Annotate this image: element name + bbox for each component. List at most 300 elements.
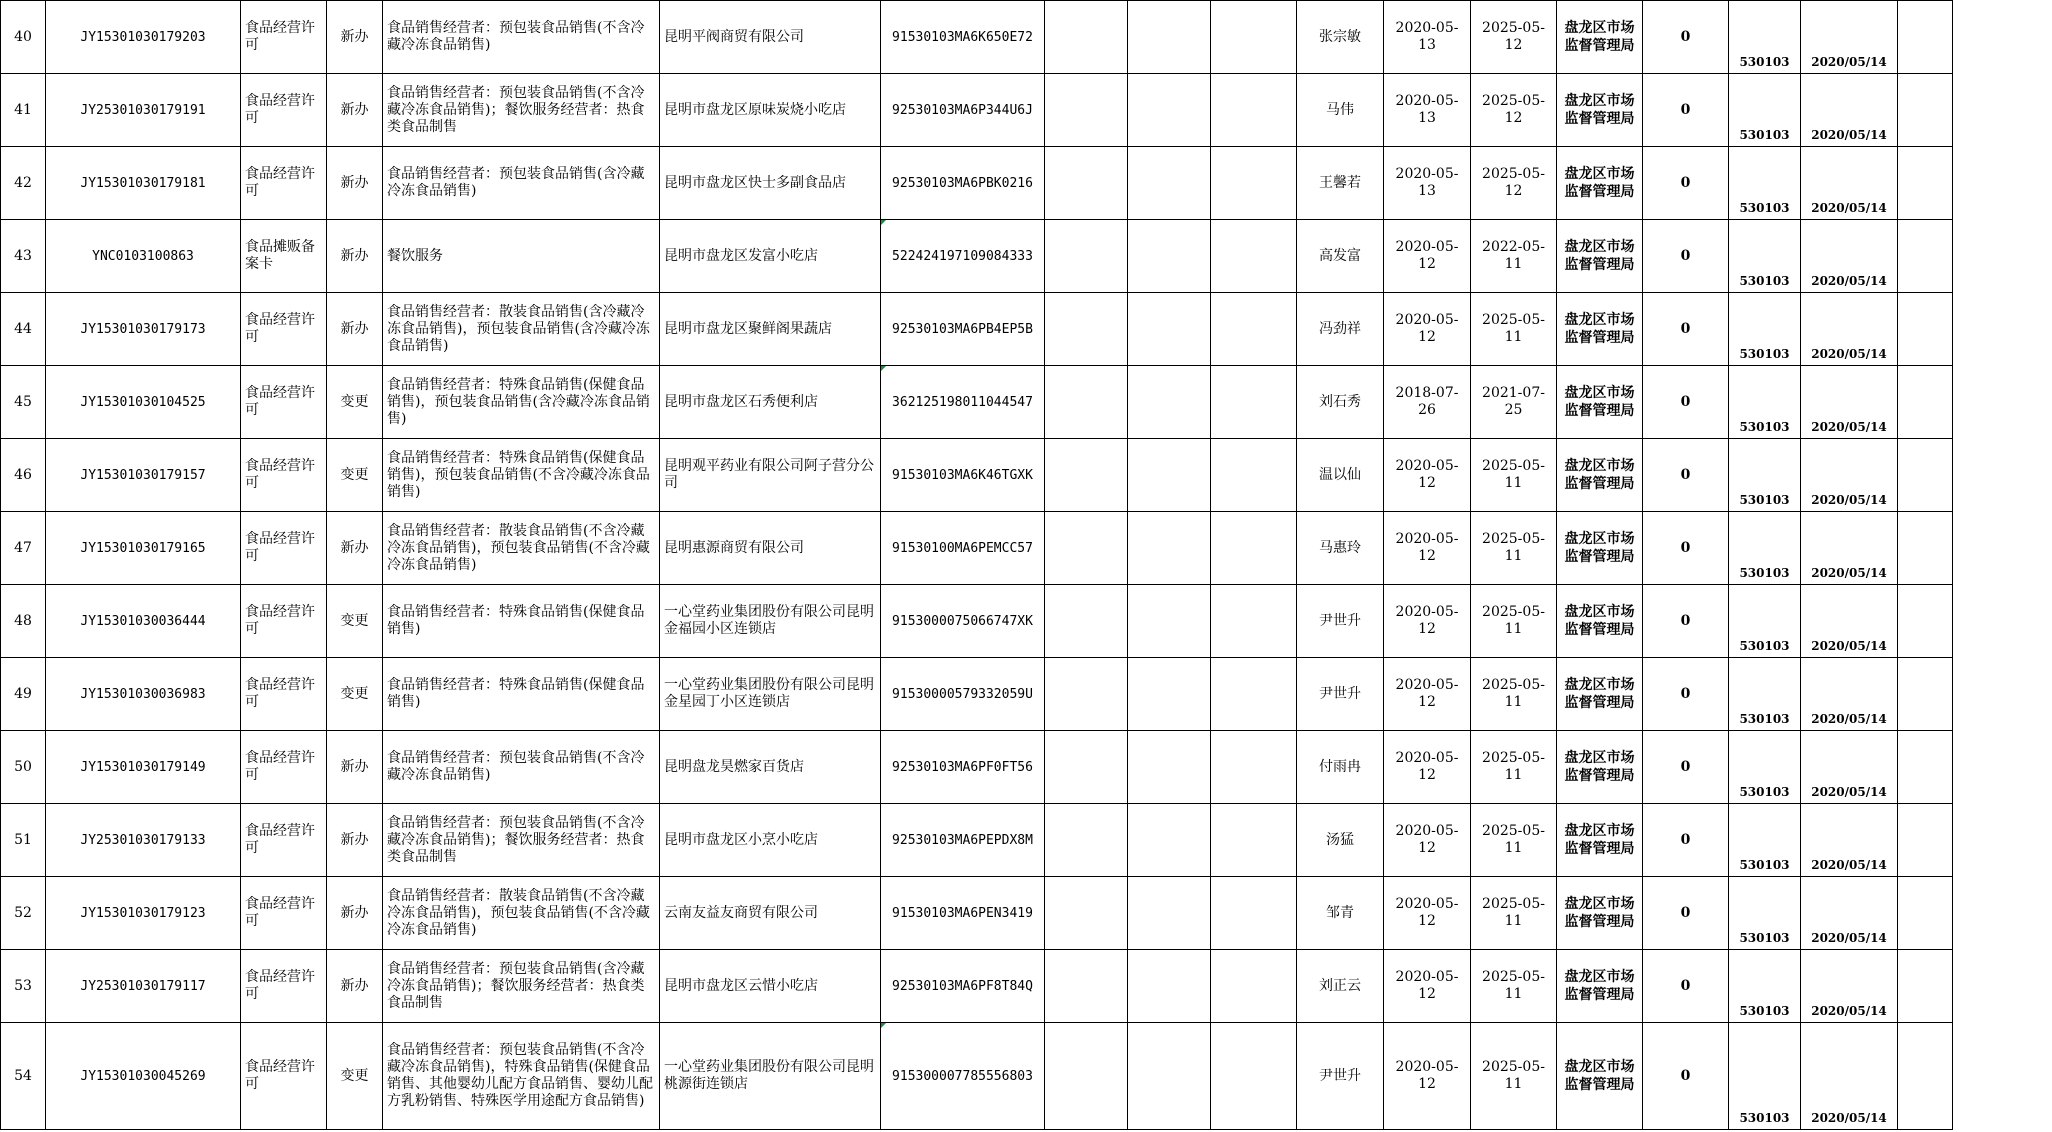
cell-seq[interactable] xyxy=(1,439,46,512)
cell-company[interactable] xyxy=(660,1,881,74)
cell-empty[interactable] xyxy=(1898,366,1953,439)
cell-seq-text: 54 xyxy=(14,1067,32,1084)
cell-empty[interactable] xyxy=(1211,585,1297,658)
cell-end-date[interactable] xyxy=(1471,220,1557,293)
cell-empty[interactable] xyxy=(1045,293,1128,366)
cell-empty[interactable] xyxy=(1211,658,1297,731)
cell-update-date[interactable] xyxy=(1801,512,1898,585)
cell-empty[interactable] xyxy=(1128,439,1211,512)
cell-authority[interactable] xyxy=(1557,877,1643,950)
cell-start-date-text: 2020-05-12 xyxy=(1395,604,1459,637)
cell-status[interactable] xyxy=(1643,950,1729,1023)
cell-license-no[interactable] xyxy=(46,147,241,220)
cell-legal-person[interactable] xyxy=(1297,293,1384,366)
cell-empty[interactable] xyxy=(1128,658,1211,731)
cell-legal-person[interactable] xyxy=(1297,1,1384,74)
cell-area-code[interactable] xyxy=(1729,220,1801,293)
cell-credit-code[interactable] xyxy=(881,366,1045,439)
cell-start-date[interactable] xyxy=(1384,658,1471,731)
cell-end-date[interactable] xyxy=(1471,731,1557,804)
cell-legal-person-text: 刘石秀 xyxy=(1319,393,1361,410)
cell-empty[interactable] xyxy=(1211,74,1297,147)
cell-license-type[interactable] xyxy=(241,877,327,950)
cell-status[interactable] xyxy=(1643,877,1729,950)
cell-company[interactable] xyxy=(660,658,881,731)
cell-license-no[interactable] xyxy=(46,512,241,585)
cell-area-code[interactable] xyxy=(1729,1023,1801,1130)
cell-credit-code[interactable] xyxy=(881,147,1045,220)
cell-start-date[interactable] xyxy=(1384,950,1471,1023)
cell-authority[interactable] xyxy=(1557,585,1643,658)
cell-area-code[interactable] xyxy=(1729,1,1801,74)
cell-update-date[interactable] xyxy=(1801,804,1898,877)
cell-end-date[interactable] xyxy=(1471,1023,1557,1130)
cell-end-date[interactable] xyxy=(1471,585,1557,658)
cell-empty[interactable] xyxy=(1211,950,1297,1023)
cell-authority[interactable] xyxy=(1557,74,1643,147)
cell-license-type[interactable] xyxy=(241,293,327,366)
cell-license-type[interactable] xyxy=(241,439,327,512)
cell-update-date[interactable] xyxy=(1801,1023,1898,1130)
cell-status[interactable] xyxy=(1643,804,1729,877)
cell-status[interactable] xyxy=(1643,220,1729,293)
cell-seq[interactable] xyxy=(1,585,46,658)
cell-status-text: 0 xyxy=(1680,393,1691,410)
cell-start-date[interactable] xyxy=(1384,804,1471,877)
cell-start-date[interactable] xyxy=(1384,877,1471,950)
cell-empty[interactable] xyxy=(1045,366,1128,439)
cell-scope[interactable] xyxy=(383,950,660,1023)
cell-empty[interactable] xyxy=(1128,950,1211,1023)
cell-empty[interactable] xyxy=(1045,1023,1128,1130)
cell-status[interactable] xyxy=(1643,74,1729,147)
cell-end-date[interactable] xyxy=(1471,1,1557,74)
cell-start-date-text: 2020-05-12 xyxy=(1395,239,1459,272)
cell-empty[interactable] xyxy=(1128,1,1211,74)
cell-status[interactable] xyxy=(1643,731,1729,804)
cell-seq[interactable] xyxy=(1,74,46,147)
cell-action[interactable] xyxy=(327,1023,383,1130)
cell-area-code[interactable] xyxy=(1729,585,1801,658)
cell-credit-code[interactable] xyxy=(881,877,1045,950)
cell-action[interactable] xyxy=(327,585,383,658)
cell-action[interactable] xyxy=(327,293,383,366)
cell-update-date[interactable] xyxy=(1801,658,1898,731)
cell-empty[interactable] xyxy=(1045,220,1128,293)
cell-empty[interactable] xyxy=(1045,74,1128,147)
cell-area-code[interactable] xyxy=(1729,147,1801,220)
cell-action[interactable] xyxy=(327,366,383,439)
cell-empty[interactable] xyxy=(1898,74,1953,147)
cell-credit-code-text: 522424197109084333 xyxy=(892,248,1033,264)
cell-empty[interactable] xyxy=(1211,877,1297,950)
cell-status-text: 0 xyxy=(1680,977,1691,994)
cell-status[interactable] xyxy=(1643,366,1729,439)
cell-start-date[interactable] xyxy=(1384,366,1471,439)
cell-license-no[interactable] xyxy=(46,731,241,804)
cell-authority[interactable] xyxy=(1557,512,1643,585)
cell-empty[interactable] xyxy=(1898,147,1953,220)
cell-update-date-text: 2020/05/14 xyxy=(1811,420,1887,434)
cell-area-code[interactable] xyxy=(1729,877,1801,950)
cell-scope[interactable] xyxy=(383,366,660,439)
cell-credit-code[interactable] xyxy=(881,220,1045,293)
cell-end-date[interactable] xyxy=(1471,439,1557,512)
cell-license-type[interactable] xyxy=(241,74,327,147)
cell-scope[interactable] xyxy=(383,658,660,731)
cell-update-date[interactable] xyxy=(1801,147,1898,220)
cell-credit-code-text: 92530103MA6P344U6J xyxy=(892,102,1033,118)
cell-update-date[interactable] xyxy=(1801,950,1898,1023)
cell-empty[interactable] xyxy=(1211,731,1297,804)
cell-license-type[interactable] xyxy=(241,220,327,293)
cell-end-date[interactable] xyxy=(1471,658,1557,731)
cell-update-date[interactable] xyxy=(1801,220,1898,293)
cell-authority[interactable] xyxy=(1557,1,1643,74)
cell-credit-code[interactable] xyxy=(881,585,1045,658)
cell-end-date[interactable] xyxy=(1471,804,1557,877)
cell-seq[interactable] xyxy=(1,220,46,293)
cell-empty[interactable] xyxy=(1045,512,1128,585)
cell-empty[interactable] xyxy=(1128,804,1211,877)
cell-company[interactable] xyxy=(660,439,881,512)
cell-empty[interactable] xyxy=(1211,804,1297,877)
cell-legal-person[interactable] xyxy=(1297,950,1384,1023)
cell-empty[interactable] xyxy=(1898,585,1953,658)
cell-seq[interactable] xyxy=(1,731,46,804)
cell-area-code[interactable] xyxy=(1729,731,1801,804)
cell-company[interactable] xyxy=(660,731,881,804)
cell-empty[interactable] xyxy=(1898,658,1953,731)
cell-area-code[interactable] xyxy=(1729,804,1801,877)
cell-scope-text: 食品销售经营者：预包装食品销售(含冷藏冷冻食品销售)；餐饮服务经营者：热食类食品制售 xyxy=(387,960,645,1011)
cell-start-date[interactable] xyxy=(1384,293,1471,366)
cell-end-date[interactable] xyxy=(1471,366,1557,439)
cell-license-type[interactable] xyxy=(241,366,327,439)
cell-legal-person[interactable] xyxy=(1297,1023,1384,1130)
cell-empty[interactable] xyxy=(1898,731,1953,804)
cell-company-text: 昆明市盘龙区发富小吃店 xyxy=(664,247,818,264)
cell-update-date[interactable] xyxy=(1801,439,1898,512)
cell-status[interactable] xyxy=(1643,1,1729,74)
cell-action[interactable] xyxy=(327,950,383,1023)
cell-company[interactable] xyxy=(660,804,881,877)
cell-authority[interactable] xyxy=(1557,804,1643,877)
cell-status[interactable] xyxy=(1643,658,1729,731)
cell-credit-code[interactable] xyxy=(881,439,1045,512)
cell-action[interactable] xyxy=(327,74,383,147)
cell-license-type-text: 食品经营许可 xyxy=(245,312,315,345)
cell-legal-person[interactable] xyxy=(1297,658,1384,731)
cell-license-no[interactable] xyxy=(46,585,241,658)
cell-end-date[interactable] xyxy=(1471,877,1557,950)
cell-status[interactable] xyxy=(1643,293,1729,366)
cell-license-type[interactable] xyxy=(241,731,327,804)
cell-legal-person[interactable] xyxy=(1297,877,1384,950)
cell-empty[interactable] xyxy=(1211,512,1297,585)
cell-start-date[interactable] xyxy=(1384,1023,1471,1130)
cell-seq[interactable] xyxy=(1,512,46,585)
cell-license-no[interactable] xyxy=(46,877,241,950)
cell-license-type[interactable] xyxy=(241,512,327,585)
cell-scope[interactable] xyxy=(383,147,660,220)
cell-license-no[interactable] xyxy=(46,804,241,877)
cell-license-no[interactable] xyxy=(46,1023,241,1130)
cell-license-type[interactable] xyxy=(241,585,327,658)
cell-legal-person-text: 尹世升 xyxy=(1319,1067,1361,1084)
cell-empty[interactable] xyxy=(1128,293,1211,366)
cell-scope[interactable] xyxy=(383,1023,660,1130)
cell-seq[interactable] xyxy=(1,1023,46,1130)
cell-authority[interactable] xyxy=(1557,220,1643,293)
cell-legal-person[interactable] xyxy=(1297,439,1384,512)
cell-empty[interactable] xyxy=(1128,366,1211,439)
cell-license-no[interactable] xyxy=(46,74,241,147)
cell-end-date-text: 2025-05-11 xyxy=(1482,896,1545,929)
cell-empty[interactable] xyxy=(1045,731,1128,804)
cell-scope[interactable] xyxy=(383,804,660,877)
cell-license-type[interactable] xyxy=(241,658,327,731)
cell-end-date[interactable] xyxy=(1471,293,1557,366)
cell-credit-code[interactable] xyxy=(881,731,1045,804)
cell-credit-code-text: 915300005793320​59U xyxy=(892,686,1033,702)
cell-company[interactable] xyxy=(660,1023,881,1130)
cell-empty[interactable] xyxy=(1898,1023,1953,1130)
cell-license-no[interactable] xyxy=(46,366,241,439)
cell-update-date-text: 2020/05/14 xyxy=(1811,858,1887,872)
cell-empty[interactable] xyxy=(1898,804,1953,877)
cell-area-code[interactable] xyxy=(1729,658,1801,731)
cell-authority[interactable] xyxy=(1557,731,1643,804)
cell-credit-code[interactable] xyxy=(881,658,1045,731)
cell-empty[interactable] xyxy=(1898,1,1953,74)
cell-license-type[interactable] xyxy=(241,1023,327,1130)
cell-license-type[interactable] xyxy=(241,147,327,220)
cell-empty[interactable] xyxy=(1045,658,1128,731)
cell-credit-code[interactable] xyxy=(881,950,1045,1023)
cell-update-date[interactable] xyxy=(1801,74,1898,147)
cell-status[interactable] xyxy=(1643,1023,1729,1130)
cell-authority[interactable] xyxy=(1557,293,1643,366)
cell-legal-person-text: 高发富 xyxy=(1319,247,1361,264)
cell-company[interactable] xyxy=(660,74,881,147)
cell-status[interactable] xyxy=(1643,147,1729,220)
cell-update-date[interactable] xyxy=(1801,1,1898,74)
cell-area-code[interactable] xyxy=(1729,950,1801,1023)
cell-credit-code[interactable] xyxy=(881,74,1045,147)
cell-legal-person-text: 邹青 xyxy=(1326,904,1354,921)
cell-company[interactable] xyxy=(660,950,881,1023)
cell-empty[interactable] xyxy=(1128,74,1211,147)
cell-scope[interactable] xyxy=(383,731,660,804)
cell-authority[interactable] xyxy=(1557,366,1643,439)
cell-credit-code[interactable] xyxy=(881,1,1045,74)
cell-start-date[interactable] xyxy=(1384,74,1471,147)
cell-authority[interactable] xyxy=(1557,950,1643,1023)
cell-seq[interactable] xyxy=(1,877,46,950)
cell-update-date[interactable] xyxy=(1801,877,1898,950)
cell-license-type[interactable] xyxy=(241,950,327,1023)
cell-scope[interactable] xyxy=(383,877,660,950)
cell-scope-text: 食品销售经营者：散装食品销售(不含冷藏冷冻食品销售)，预包装食品销售(不含冷藏冷冻食品销售) xyxy=(387,887,650,938)
cell-company[interactable] xyxy=(660,585,881,658)
cell-license-no[interactable] xyxy=(46,439,241,512)
cell-company[interactable] xyxy=(660,877,881,950)
cell-empty[interactable] xyxy=(1045,439,1128,512)
cell-action[interactable] xyxy=(327,147,383,220)
cell-empty[interactable] xyxy=(1898,439,1953,512)
cell-company[interactable] xyxy=(660,366,881,439)
cell-scope[interactable] xyxy=(383,220,660,293)
cell-area-code[interactable] xyxy=(1729,512,1801,585)
cell-end-date[interactable] xyxy=(1471,512,1557,585)
cell-empty[interactable] xyxy=(1211,1,1297,74)
cell-empty[interactable] xyxy=(1211,1023,1297,1130)
cell-action[interactable] xyxy=(327,1,383,74)
cell-update-date-text: 2020/05/14 xyxy=(1811,274,1887,288)
cell-license-no-text: JY25301030179191 xyxy=(80,102,206,118)
cell-license-no[interactable] xyxy=(46,293,241,366)
cell-action[interactable] xyxy=(327,658,383,731)
cell-action[interactable] xyxy=(327,512,383,585)
cell-action[interactable] xyxy=(327,804,383,877)
cell-action[interactable] xyxy=(327,439,383,512)
cell-start-date[interactable] xyxy=(1384,585,1471,658)
cell-empty[interactable] xyxy=(1128,147,1211,220)
cell-company[interactable] xyxy=(660,293,881,366)
cell-empty[interactable] xyxy=(1211,293,1297,366)
cell-seq[interactable] xyxy=(1,658,46,731)
cell-seq[interactable] xyxy=(1,950,46,1023)
cell-scope-text: 食品销售经营者：散装食品销售(含冷藏冷冻食品销售)，预包装食品销售(含冷藏冷冻食品销售) xyxy=(387,303,650,354)
cell-end-date[interactable] xyxy=(1471,147,1557,220)
cell-empty[interactable] xyxy=(1898,220,1953,293)
cell-status[interactable] xyxy=(1643,585,1729,658)
cell-status[interactable] xyxy=(1643,439,1729,512)
cell-empty[interactable] xyxy=(1045,877,1128,950)
cell-empty[interactable] xyxy=(1128,1023,1211,1130)
cell-empty[interactable] xyxy=(1211,366,1297,439)
cell-legal-person[interactable] xyxy=(1297,731,1384,804)
cell-legal-person[interactable] xyxy=(1297,74,1384,147)
cell-scope[interactable] xyxy=(383,439,660,512)
cell-area-code[interactable] xyxy=(1729,366,1801,439)
cell-empty[interactable] xyxy=(1045,950,1128,1023)
cell-empty[interactable] xyxy=(1128,585,1211,658)
cell-empty[interactable] xyxy=(1211,439,1297,512)
cell-action[interactable] xyxy=(327,220,383,293)
cell-empty[interactable] xyxy=(1898,950,1953,1023)
cell-update-date[interactable] xyxy=(1801,293,1898,366)
cell-license-type[interactable] xyxy=(241,804,327,877)
cell-scope[interactable] xyxy=(383,512,660,585)
cell-start-date[interactable] xyxy=(1384,220,1471,293)
cell-company[interactable] xyxy=(660,512,881,585)
cell-start-date-text: 2020-05-12 xyxy=(1395,677,1459,710)
cell-seq[interactable] xyxy=(1,366,46,439)
cell-scope[interactable] xyxy=(383,585,660,658)
cell-license-no[interactable] xyxy=(46,950,241,1023)
cell-action-text: 新办 xyxy=(340,174,369,191)
cell-status[interactable] xyxy=(1643,512,1729,585)
cell-update-date[interactable] xyxy=(1801,585,1898,658)
cell-area-code[interactable] xyxy=(1729,74,1801,147)
cell-seq[interactable] xyxy=(1,1,46,74)
cell-credit-code[interactable] xyxy=(881,512,1045,585)
cell-start-date[interactable] xyxy=(1384,1,1471,74)
cell-update-date[interactable] xyxy=(1801,366,1898,439)
cell-credit-code[interactable] xyxy=(881,293,1045,366)
cell-area-code-text: 530103 xyxy=(1739,128,1790,142)
cell-start-date[interactable] xyxy=(1384,731,1471,804)
cell-company[interactable] xyxy=(660,147,881,220)
cell-update-date[interactable] xyxy=(1801,731,1898,804)
cell-empty[interactable] xyxy=(1898,512,1953,585)
cell-license-type[interactable] xyxy=(241,1,327,74)
cell-legal-person[interactable] xyxy=(1297,585,1384,658)
cell-credit-code[interactable] xyxy=(881,804,1045,877)
cell-empty[interactable] xyxy=(1898,293,1953,366)
cell-seq[interactable] xyxy=(1,293,46,366)
cell-action[interactable] xyxy=(327,731,383,804)
cell-authority[interactable] xyxy=(1557,658,1643,731)
cell-empty[interactable] xyxy=(1898,877,1953,950)
cell-authority-text: 盘龙区市场监督管理局 xyxy=(1564,93,1635,127)
cell-legal-person[interactable] xyxy=(1297,220,1384,293)
cell-start-date[interactable] xyxy=(1384,147,1471,220)
cell-legal-person[interactable] xyxy=(1297,512,1384,585)
cell-empty[interactable] xyxy=(1045,585,1128,658)
cell-empty[interactable] xyxy=(1211,147,1297,220)
cell-area-code[interactable] xyxy=(1729,439,1801,512)
cell-seq[interactable] xyxy=(1,147,46,220)
cell-credit-code[interactable] xyxy=(881,1023,1045,1130)
cell-scope[interactable] xyxy=(383,1,660,74)
cell-legal-person[interactable] xyxy=(1297,804,1384,877)
cell-start-date[interactable] xyxy=(1384,439,1471,512)
cell-company[interactable] xyxy=(660,220,881,293)
cell-empty[interactable] xyxy=(1045,147,1128,220)
cell-license-no[interactable] xyxy=(46,1,241,74)
cell-scope[interactable] xyxy=(383,74,660,147)
cell-license-no-text: JY15301030045269 xyxy=(80,1068,206,1084)
cell-company-text: 昆明平阀商贸有限公司 xyxy=(664,28,804,45)
cell-empty[interactable] xyxy=(1128,220,1211,293)
cell-legal-person-text: 付雨冉 xyxy=(1319,758,1361,775)
cell-authority[interactable] xyxy=(1557,147,1643,220)
cell-area-code[interactable] xyxy=(1729,293,1801,366)
cell-empty[interactable] xyxy=(1211,220,1297,293)
cell-empty[interactable] xyxy=(1128,877,1211,950)
cell-seq[interactable] xyxy=(1,804,46,877)
cell-start-date[interactable] xyxy=(1384,512,1471,585)
cell-legal-person[interactable] xyxy=(1297,147,1384,220)
cell-action[interactable] xyxy=(327,877,383,950)
cell-authority[interactable] xyxy=(1557,439,1643,512)
cell-legal-person[interactable] xyxy=(1297,366,1384,439)
cell-license-no[interactable] xyxy=(46,658,241,731)
cell-end-date[interactable] xyxy=(1471,74,1557,147)
cell-empty[interactable] xyxy=(1128,512,1211,585)
cell-empty[interactable] xyxy=(1045,1,1128,74)
cell-empty[interactable] xyxy=(1128,731,1211,804)
cell-authority[interactable] xyxy=(1557,1023,1643,1130)
cell-scope[interactable] xyxy=(383,293,660,366)
cell-legal-person-text: 马惠玲 xyxy=(1319,539,1361,556)
cell-end-date[interactable] xyxy=(1471,950,1557,1023)
cell-empty[interactable] xyxy=(1045,804,1128,877)
cell-license-no[interactable] xyxy=(46,220,241,293)
